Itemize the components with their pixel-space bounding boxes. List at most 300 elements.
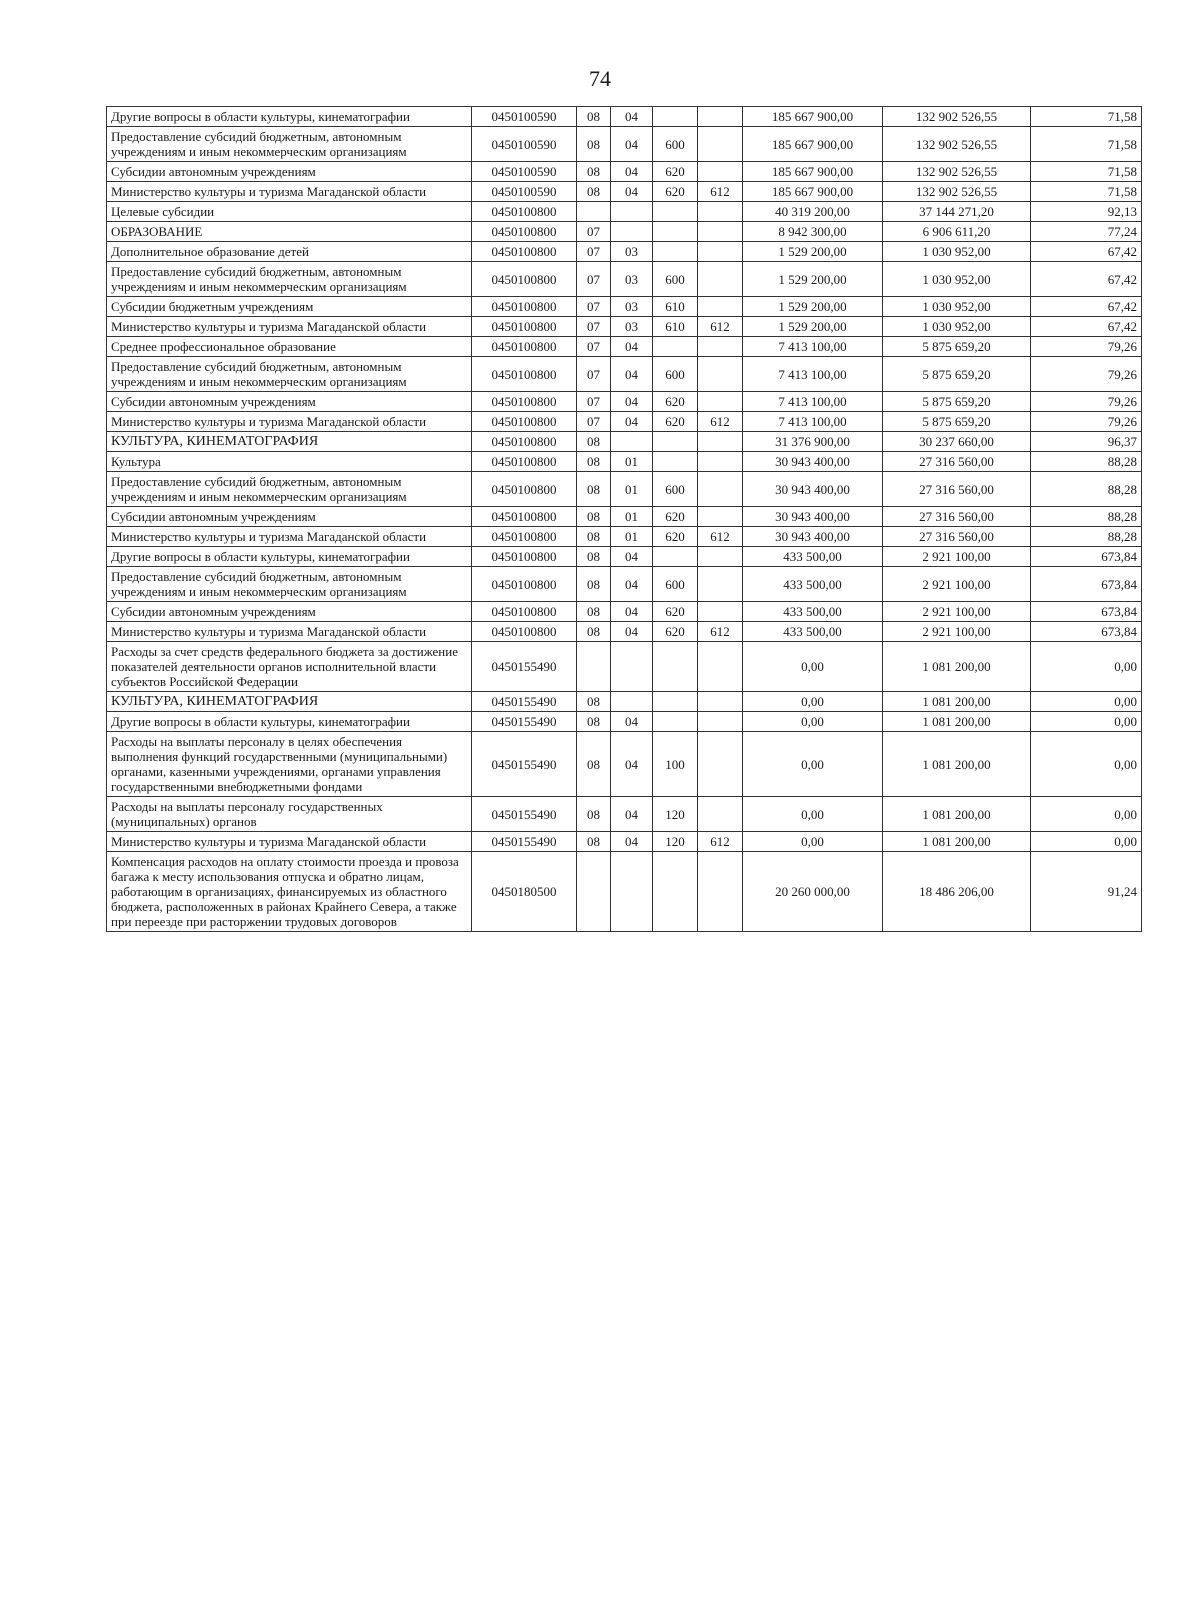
target-code-cell: 0450100800 — [472, 202, 577, 222]
ministry-code-cell — [698, 297, 743, 317]
percent-cell: 88,28 — [1031, 452, 1142, 472]
ministry-code-cell — [698, 452, 743, 472]
table-row — [107, 452, 1142, 472]
subsection-cell: 04 — [611, 797, 653, 832]
row-name-cell: Культура — [107, 452, 472, 472]
section-cell: 07 — [577, 357, 611, 392]
subsection-cell: 04 — [611, 337, 653, 357]
table-row — [107, 852, 1142, 932]
ministry-code-cell — [698, 262, 743, 297]
planned-amount-cell: 7 413 100,00 — [743, 337, 883, 357]
percent-cell: 67,42 — [1031, 242, 1142, 262]
planned-amount-cell: 30 943 400,00 — [743, 452, 883, 472]
planned-amount-cell: 30 943 400,00 — [743, 507, 883, 527]
target-code-cell: 0450155490 — [472, 832, 577, 852]
expense-type-cell: 600 — [653, 567, 698, 602]
subsection-cell: 03 — [611, 242, 653, 262]
section-cell: 08 — [577, 527, 611, 547]
percent-cell: 88,28 — [1031, 527, 1142, 547]
section-cell: 08 — [577, 507, 611, 527]
subsection-cell: 03 — [611, 317, 653, 337]
table-row — [107, 797, 1142, 832]
planned-amount-cell: 1 529 200,00 — [743, 297, 883, 317]
actual-amount-cell: 1 030 952,00 — [883, 262, 1031, 297]
ministry-code-cell: 612 — [698, 527, 743, 547]
target-code-cell: 0450100590 — [472, 182, 577, 202]
percent-cell: 79,26 — [1031, 337, 1142, 357]
subsection-cell — [611, 202, 653, 222]
expense-type-cell — [653, 852, 698, 932]
ministry-code-cell — [698, 337, 743, 357]
target-code-cell: 0450100800 — [472, 392, 577, 412]
ministry-code-cell — [698, 692, 743, 712]
ministry-code-cell — [698, 357, 743, 392]
percent-cell: 92,13 — [1031, 202, 1142, 222]
table-row — [107, 412, 1142, 432]
actual-amount-cell: 1 030 952,00 — [883, 317, 1031, 337]
subsection-cell: 04 — [611, 392, 653, 412]
table-row — [107, 622, 1142, 642]
ministry-code-cell — [698, 222, 743, 242]
actual-amount-cell: 1 081 200,00 — [883, 797, 1031, 832]
planned-amount-cell: 1 529 200,00 — [743, 242, 883, 262]
subsection-cell: 04 — [611, 622, 653, 642]
table-row — [107, 712, 1142, 732]
row-name-cell: Субсидии автономным учреждениям — [107, 392, 472, 412]
expense-type-cell — [653, 242, 698, 262]
row-name-cell: Дополнительное образование детей — [107, 242, 472, 262]
row-name-cell: Субсидии автономным учреждениям — [107, 162, 472, 182]
row-name-cell: Другие вопросы в области культуры, кинематографии — [107, 712, 472, 732]
expense-type-cell — [653, 202, 698, 222]
planned-amount-cell: 40 319 200,00 — [743, 202, 883, 222]
row-name-cell: Другие вопросы в области культуры, кинематографии — [107, 547, 472, 567]
actual-amount-cell: 1 030 952,00 — [883, 297, 1031, 317]
table-row — [107, 507, 1142, 527]
expense-type-cell: 610 — [653, 297, 698, 317]
table-row — [107, 527, 1142, 547]
row-name-cell: Министерство культуры и туризма Магаданской области — [107, 317, 472, 337]
expense-type-cell: 620 — [653, 392, 698, 412]
ministry-code-cell: 612 — [698, 182, 743, 202]
row-name-cell: Предоставление субсидий бюджетным, автономным учреждениям и иным некоммерческим организациям — [107, 357, 472, 392]
ministry-code-cell: 612 — [698, 832, 743, 852]
table-row — [107, 107, 1142, 127]
expense-type-cell — [653, 642, 698, 692]
section-cell: 08 — [577, 692, 611, 712]
table-row — [107, 392, 1142, 412]
target-code-cell: 0450100800 — [472, 297, 577, 317]
planned-amount-cell: 0,00 — [743, 832, 883, 852]
target-code-cell: 0450100800 — [472, 317, 577, 337]
actual-amount-cell: 2 921 100,00 — [883, 622, 1031, 642]
percent-cell: 77,24 — [1031, 222, 1142, 242]
ministry-code-cell — [698, 547, 743, 567]
percent-cell: 0,00 — [1031, 832, 1142, 852]
row-name-cell: КУЛЬТУРА, КИНЕМАТОГРАФИЯ — [107, 692, 472, 712]
ministry-code-cell — [698, 127, 743, 162]
subsection-cell: 04 — [611, 127, 653, 162]
section-cell: 07 — [577, 337, 611, 357]
page-number: 74 — [589, 66, 611, 91]
row-name-cell: Расходы на выплаты персоналу государственных (муниципальных) органов — [107, 797, 472, 832]
percent-cell: 673,84 — [1031, 602, 1142, 622]
section-cell: 07 — [577, 297, 611, 317]
ministry-code-cell — [698, 567, 743, 602]
actual-amount-cell: 5 875 659,20 — [883, 412, 1031, 432]
expense-type-cell — [653, 692, 698, 712]
target-code-cell: 0450100800 — [472, 242, 577, 262]
planned-amount-cell: 1 529 200,00 — [743, 262, 883, 297]
section-cell: 08 — [577, 832, 611, 852]
row-name-cell: Целевые субсидии — [107, 202, 472, 222]
table-row — [107, 127, 1142, 162]
table-row — [107, 732, 1142, 797]
percent-cell: 79,26 — [1031, 412, 1142, 432]
target-code-cell: 0450100800 — [472, 262, 577, 297]
subsection-cell: 04 — [611, 712, 653, 732]
planned-amount-cell: 31 376 900,00 — [743, 432, 883, 452]
actual-amount-cell: 27 316 560,00 — [883, 527, 1031, 547]
ministry-code-cell — [698, 392, 743, 412]
actual-amount-cell: 1 081 200,00 — [883, 732, 1031, 797]
planned-amount-cell: 1 529 200,00 — [743, 317, 883, 337]
target-code-cell: 0450155490 — [472, 692, 577, 712]
ministry-code-cell — [698, 107, 743, 127]
planned-amount-cell: 185 667 900,00 — [743, 162, 883, 182]
planned-amount-cell: 7 413 100,00 — [743, 412, 883, 432]
actual-amount-cell: 1 081 200,00 — [883, 642, 1031, 692]
table-row — [107, 832, 1142, 852]
section-cell: 08 — [577, 547, 611, 567]
ministry-code-cell — [698, 507, 743, 527]
subsection-cell — [611, 432, 653, 452]
target-code-cell: 0450100800 — [472, 452, 577, 472]
expense-type-cell — [653, 452, 698, 472]
target-code-cell: 0450100800 — [472, 527, 577, 547]
ministry-code-cell — [698, 472, 743, 507]
ministry-code-cell — [698, 432, 743, 452]
ministry-code-cell — [698, 797, 743, 832]
actual-amount-cell: 30 237 660,00 — [883, 432, 1031, 452]
row-name-cell: Расходы за счет средств федерального бюджета за достижение показателей деятельности органов исполнительной власти субъектов Российской Федерации — [107, 642, 472, 692]
planned-amount-cell: 0,00 — [743, 712, 883, 732]
table-row — [107, 337, 1142, 357]
percent-cell: 71,58 — [1031, 107, 1142, 127]
section-cell: 08 — [577, 732, 611, 797]
section-cell: 08 — [577, 472, 611, 507]
table-row — [107, 567, 1142, 602]
expense-type-cell: 600 — [653, 472, 698, 507]
subsection-cell: 01 — [611, 527, 653, 547]
percent-cell: 91,24 — [1031, 852, 1142, 932]
table-row — [107, 547, 1142, 567]
ministry-code-cell — [698, 732, 743, 797]
section-cell — [577, 852, 611, 932]
row-name-cell: Министерство культуры и туризма Магаданской области — [107, 622, 472, 642]
subsection-cell: 01 — [611, 507, 653, 527]
actual-amount-cell: 132 902 526,55 — [883, 162, 1031, 182]
target-code-cell: 0450100800 — [472, 622, 577, 642]
table-row — [107, 357, 1142, 392]
row-name-cell: Предоставление субсидий бюджетным, автономным учреждениям и иным некоммерческим организациям — [107, 262, 472, 297]
percent-cell: 0,00 — [1031, 797, 1142, 832]
table-row — [107, 297, 1142, 317]
section-cell: 07 — [577, 412, 611, 432]
percent-cell: 67,42 — [1031, 297, 1142, 317]
row-name-cell: Предоставление субсидий бюджетным, автономным учреждениям и иным некоммерческим организациям — [107, 472, 472, 507]
expense-type-cell — [653, 432, 698, 452]
expense-type-cell: 600 — [653, 262, 698, 297]
percent-cell: 0,00 — [1031, 642, 1142, 692]
target-code-cell: 0450100590 — [472, 162, 577, 182]
subsection-cell: 03 — [611, 262, 653, 297]
planned-amount-cell: 433 500,00 — [743, 567, 883, 602]
target-code-cell: 0450100800 — [472, 567, 577, 602]
section-cell: 08 — [577, 107, 611, 127]
actual-amount-cell: 1 081 200,00 — [883, 692, 1031, 712]
row-name-cell: Предоставление субсидий бюджетным, автономным учреждениям и иным некоммерческим организациям — [107, 127, 472, 162]
subsection-cell: 04 — [611, 567, 653, 602]
percent-cell: 79,26 — [1031, 357, 1142, 392]
percent-cell: 67,42 — [1031, 262, 1142, 297]
actual-amount-cell: 2 921 100,00 — [883, 602, 1031, 622]
ministry-code-cell: 612 — [698, 622, 743, 642]
percent-cell: 79,26 — [1031, 392, 1142, 412]
expense-type-cell: 100 — [653, 732, 698, 797]
section-cell: 07 — [577, 392, 611, 412]
expense-type-cell: 620 — [653, 162, 698, 182]
expense-type-cell — [653, 547, 698, 567]
target-code-cell: 0450100800 — [472, 337, 577, 357]
target-code-cell: 0450155490 — [472, 712, 577, 732]
table-row — [107, 642, 1142, 692]
target-code-cell: 0450155490 — [472, 642, 577, 692]
ministry-code-cell — [698, 162, 743, 182]
percent-cell: 0,00 — [1031, 692, 1142, 712]
expense-type-cell: 620 — [653, 527, 698, 547]
row-name-cell: Субсидии автономным учреждениям — [107, 602, 472, 622]
expense-type-cell: 620 — [653, 622, 698, 642]
planned-amount-cell: 20 260 000,00 — [743, 852, 883, 932]
subsection-cell: 04 — [611, 412, 653, 432]
planned-amount-cell: 185 667 900,00 — [743, 107, 883, 127]
actual-amount-cell: 5 875 659,20 — [883, 392, 1031, 412]
actual-amount-cell: 132 902 526,55 — [883, 182, 1031, 202]
row-name-cell: Субсидии бюджетным учреждениям — [107, 297, 472, 317]
percent-cell: 88,28 — [1031, 472, 1142, 507]
table-row — [107, 432, 1142, 452]
planned-amount-cell: 7 413 100,00 — [743, 392, 883, 412]
section-cell: 08 — [577, 432, 611, 452]
actual-amount-cell: 132 902 526,55 — [883, 107, 1031, 127]
expense-type-cell: 120 — [653, 797, 698, 832]
section-cell: 08 — [577, 797, 611, 832]
budget-table — [106, 106, 1142, 932]
subsection-cell: 01 — [611, 452, 653, 472]
expense-type-cell — [653, 222, 698, 242]
actual-amount-cell: 132 902 526,55 — [883, 127, 1031, 162]
row-name-cell: КУЛЬТУРА, КИНЕМАТОГРАФИЯ — [107, 432, 472, 452]
target-code-cell: 0450100800 — [472, 357, 577, 392]
subsection-cell: 04 — [611, 547, 653, 567]
planned-amount-cell: 30 943 400,00 — [743, 472, 883, 507]
planned-amount-cell: 0,00 — [743, 642, 883, 692]
percent-cell: 71,58 — [1031, 127, 1142, 162]
section-cell: 08 — [577, 622, 611, 642]
target-code-cell: 0450100800 — [472, 472, 577, 507]
actual-amount-cell: 27 316 560,00 — [883, 507, 1031, 527]
actual-amount-cell: 18 486 206,00 — [883, 852, 1031, 932]
expense-type-cell: 620 — [653, 182, 698, 202]
actual-amount-cell: 1 081 200,00 — [883, 712, 1031, 732]
row-name-cell: Министерство культуры и туризма Магаданской области — [107, 832, 472, 852]
subsection-cell: 04 — [611, 602, 653, 622]
table-row — [107, 472, 1142, 507]
table-row — [107, 162, 1142, 182]
planned-amount-cell: 30 943 400,00 — [743, 527, 883, 547]
percent-cell: 0,00 — [1031, 712, 1142, 732]
row-name-cell: Министерство культуры и туризма Магаданской области — [107, 412, 472, 432]
section-cell: 08 — [577, 452, 611, 472]
target-code-cell: 0450155490 — [472, 732, 577, 797]
expense-type-cell: 610 — [653, 317, 698, 337]
section-cell: 07 — [577, 262, 611, 297]
table-row — [107, 692, 1142, 712]
table-row — [107, 222, 1142, 242]
row-name-cell: Другие вопросы в области культуры, кинематографии — [107, 107, 472, 127]
actual-amount-cell: 2 921 100,00 — [883, 567, 1031, 602]
row-name-cell: Среднее профессиональное образование — [107, 337, 472, 357]
section-cell: 07 — [577, 242, 611, 262]
ministry-code-cell — [698, 712, 743, 732]
planned-amount-cell: 433 500,00 — [743, 547, 883, 567]
planned-amount-cell: 185 667 900,00 — [743, 127, 883, 162]
row-name-cell: Министерство культуры и туризма Магаданской области — [107, 527, 472, 547]
ministry-code-cell — [698, 202, 743, 222]
row-name-cell: Министерство культуры и туризма Магаданской области — [107, 182, 472, 202]
subsection-cell: 04 — [611, 732, 653, 797]
percent-cell: 673,84 — [1031, 567, 1142, 602]
section-cell: 08 — [577, 602, 611, 622]
target-code-cell: 0450100590 — [472, 107, 577, 127]
target-code-cell: 0450100800 — [472, 507, 577, 527]
ministry-code-cell: 612 — [698, 317, 743, 337]
section-cell: 08 — [577, 712, 611, 732]
target-code-cell: 0450100800 — [472, 602, 577, 622]
row-name-cell: Предоставление субсидий бюджетным, автономным учреждениям и иным некоммерческим организациям — [107, 567, 472, 602]
planned-amount-cell: 433 500,00 — [743, 602, 883, 622]
ministry-code-cell — [698, 602, 743, 622]
percent-cell: 71,58 — [1031, 162, 1142, 182]
expense-type-cell: 600 — [653, 357, 698, 392]
table-row — [107, 182, 1142, 202]
target-code-cell: 0450180500 — [472, 852, 577, 932]
expense-type-cell: 620 — [653, 602, 698, 622]
row-name-cell: Компенсация расходов на оплату стоимости проезда и провоза багажа к месту использования отпуска и обратно лицам, работающим в организациях, финансируемых из областного бюджета, расположенных в районах Крайнего Севера, а также при переезде при расторжении трудовых договоров — [107, 852, 472, 932]
section-cell: 07 — [577, 317, 611, 337]
subsection-cell: 04 — [611, 107, 653, 127]
subsection-cell: 04 — [611, 832, 653, 852]
actual-amount-cell: 5 875 659,20 — [883, 337, 1031, 357]
actual-amount-cell: 27 316 560,00 — [883, 472, 1031, 507]
percent-cell: 0,00 — [1031, 732, 1142, 797]
target-code-cell: 0450100590 — [472, 127, 577, 162]
table-row — [107, 202, 1142, 222]
actual-amount-cell: 37 144 271,20 — [883, 202, 1031, 222]
expense-type-cell: 120 — [653, 832, 698, 852]
subsection-cell: 04 — [611, 182, 653, 202]
section-cell: 08 — [577, 162, 611, 182]
planned-amount-cell: 0,00 — [743, 732, 883, 797]
subsection-cell — [611, 852, 653, 932]
planned-amount-cell: 433 500,00 — [743, 622, 883, 642]
row-name-cell: ОБРАЗОВАНИЕ — [107, 222, 472, 242]
subsection-cell: 04 — [611, 357, 653, 392]
actual-amount-cell: 2 921 100,00 — [883, 547, 1031, 567]
row-name-cell: Расходы на выплаты персоналу в целях обеспечения выполнения функций государственными (муниципальными) органами, казенными учреждениями, органами управления государственными внебюджетными фондами — [107, 732, 472, 797]
section-cell — [577, 642, 611, 692]
ministry-code-cell — [698, 242, 743, 262]
subsection-cell — [611, 642, 653, 692]
table-row — [107, 262, 1142, 297]
planned-amount-cell: 7 413 100,00 — [743, 357, 883, 392]
subsection-cell: 01 — [611, 472, 653, 507]
section-cell: 08 — [577, 127, 611, 162]
ministry-code-cell: 612 — [698, 412, 743, 432]
actual-amount-cell: 27 316 560,00 — [883, 452, 1031, 472]
table-row — [107, 242, 1142, 262]
table-row — [107, 317, 1142, 337]
expense-type-cell: 600 — [653, 127, 698, 162]
planned-amount-cell: 8 942 300,00 — [743, 222, 883, 242]
ministry-code-cell — [698, 642, 743, 692]
target-code-cell: 0450100800 — [472, 547, 577, 567]
table-row — [107, 602, 1142, 622]
target-code-cell: 0450100800 — [472, 432, 577, 452]
subsection-cell — [611, 692, 653, 712]
expense-type-cell — [653, 712, 698, 732]
section-cell: 08 — [577, 182, 611, 202]
planned-amount-cell: 185 667 900,00 — [743, 182, 883, 202]
target-code-cell: 0450100800 — [472, 412, 577, 432]
ministry-code-cell — [698, 852, 743, 932]
percent-cell: 673,84 — [1031, 622, 1142, 642]
actual-amount-cell: 6 906 611,20 — [883, 222, 1031, 242]
planned-amount-cell: 0,00 — [743, 692, 883, 712]
target-code-cell: 0450100800 — [472, 222, 577, 242]
subsection-cell — [611, 222, 653, 242]
expense-type-cell: 620 — [653, 412, 698, 432]
section-cell — [577, 202, 611, 222]
percent-cell: 67,42 — [1031, 317, 1142, 337]
row-name-cell: Субсидии автономным учреждениям — [107, 507, 472, 527]
expense-type-cell — [653, 337, 698, 357]
percent-cell: 673,84 — [1031, 547, 1142, 567]
percent-cell: 88,28 — [1031, 507, 1142, 527]
actual-amount-cell: 1 030 952,00 — [883, 242, 1031, 262]
subsection-cell: 04 — [611, 162, 653, 182]
planned-amount-cell: 0,00 — [743, 797, 883, 832]
percent-cell: 71,58 — [1031, 182, 1142, 202]
section-cell: 08 — [577, 567, 611, 602]
subsection-cell: 03 — [611, 297, 653, 317]
actual-amount-cell: 5 875 659,20 — [883, 357, 1031, 392]
section-cell: 07 — [577, 222, 611, 242]
expense-type-cell: 620 — [653, 507, 698, 527]
percent-cell: 96,37 — [1031, 432, 1142, 452]
table-body — [107, 107, 1142, 932]
